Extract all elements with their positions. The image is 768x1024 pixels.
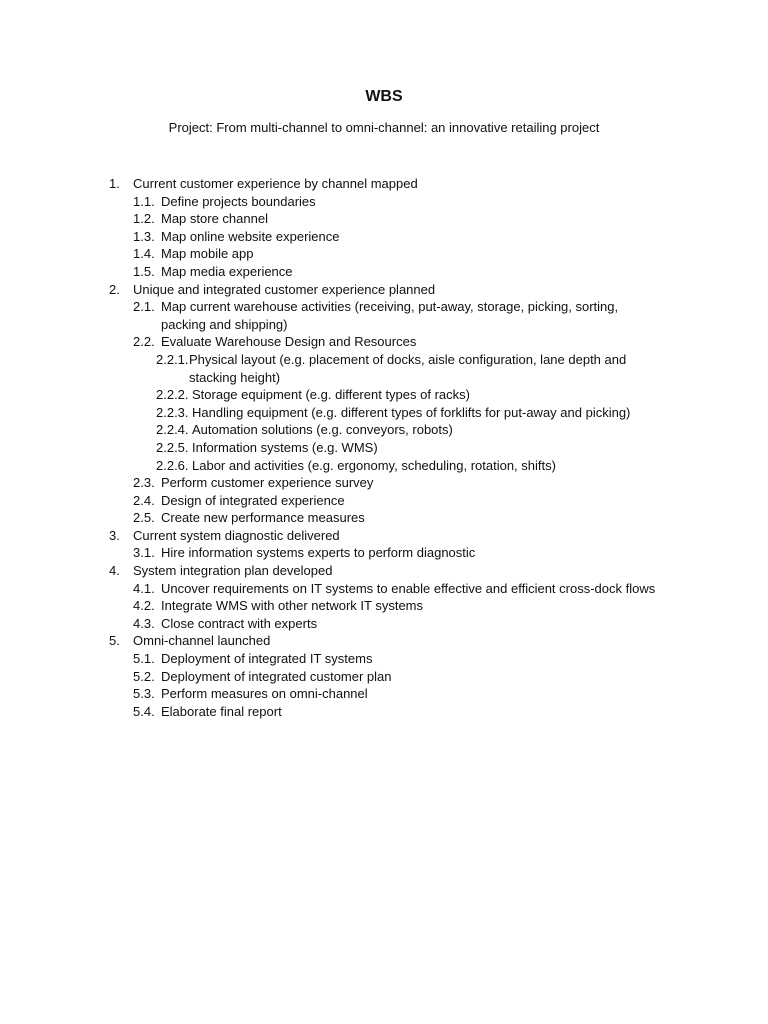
item-number: 1.4. bbox=[133, 246, 155, 262]
item-text: Define projects boundaries bbox=[161, 193, 316, 209]
wbs-item-3 bbox=[0, 527, 768, 545]
wbs-item-2-5 bbox=[0, 509, 768, 527]
item-number: 4.2. bbox=[133, 598, 155, 614]
item-text: Handling equipment (e.g. different types of forklifts for put-away and picking) bbox=[192, 404, 631, 420]
wbs-item-2-1 bbox=[0, 298, 768, 333]
wbs-item-1-2 bbox=[0, 210, 768, 228]
item-text: Perform measures on omni-channel bbox=[161, 686, 368, 702]
item-text: Unique and integrated customer experience planned bbox=[133, 281, 436, 297]
wbs-item-5-3 bbox=[0, 685, 768, 703]
document-title: WBS bbox=[365, 88, 403, 105]
item-text: Labor and activities (e.g. ergonomy, scheduling, rotation, shifts) bbox=[192, 457, 556, 473]
wbs-item-5-4 bbox=[0, 703, 768, 721]
item-number: 1. bbox=[109, 176, 120, 191]
item-text: Perform customer experience survey bbox=[161, 475, 374, 491]
wbs-item-2-2-4 bbox=[0, 421, 768, 439]
item-text: Current system diagnostic delivered bbox=[133, 527, 340, 543]
item-number: 2.1. bbox=[133, 299, 155, 315]
item-number: 5.3. bbox=[133, 686, 155, 702]
item-number: 1.2. bbox=[133, 211, 155, 227]
item-number: 2.2.6. bbox=[156, 457, 189, 473]
wbs-item-2-3 bbox=[0, 474, 768, 492]
wbs-item-4 bbox=[0, 562, 768, 580]
wbs-item-1-4 bbox=[0, 245, 768, 263]
item-number: 2.2.4. bbox=[156, 422, 189, 438]
item-number: 2.3. bbox=[133, 475, 155, 491]
wbs-item-5-1 bbox=[0, 650, 768, 668]
wbs-item-4-2 bbox=[0, 597, 768, 615]
wbs-item-2-2-1 bbox=[0, 351, 768, 386]
wbs-item-4-3 bbox=[0, 615, 768, 633]
item-text: Current customer experience by channel mapped bbox=[133, 176, 418, 191]
item-text: Evaluate Warehouse Design and Resources bbox=[161, 334, 417, 350]
item-text: Design of integrated experience bbox=[161, 492, 345, 508]
item-number: 2.4. bbox=[133, 492, 155, 508]
item-text: Map mobile app bbox=[161, 246, 254, 262]
item-text: Create new performance measures bbox=[161, 510, 365, 526]
item-number: 4. bbox=[109, 563, 120, 579]
wbs-item-5 bbox=[0, 632, 768, 650]
wbs-item-2-2-2 bbox=[0, 386, 768, 404]
item-text: Hire information systems experts to perform diagnostic bbox=[161, 545, 476, 561]
wbs-item-2-4 bbox=[0, 492, 768, 510]
wbs-item-2-2-5 bbox=[0, 439, 768, 457]
item-number: 5. bbox=[109, 633, 120, 649]
item-number: 2.5. bbox=[133, 510, 155, 526]
item-text: Map online website experience bbox=[161, 228, 340, 244]
item-number: 5.4. bbox=[133, 703, 155, 719]
item-text: Information systems (e.g. WMS) bbox=[192, 439, 378, 455]
item-number: 1.1. bbox=[133, 193, 155, 209]
wbs-item-1-5 bbox=[0, 263, 768, 281]
wbs-item-2 bbox=[0, 281, 768, 299]
item-text: Map media experience bbox=[161, 263, 293, 279]
item-text: Map current warehouse activities (receiving, put-away, storage, picking, sorting, packing and shipping) bbox=[161, 299, 619, 332]
item-number: 2.2.5. bbox=[156, 439, 189, 455]
item-number: 2.2. bbox=[133, 334, 155, 350]
item-text: Uncover requirements on IT systems to enable effective and efficient cross-dock flows bbox=[161, 580, 656, 596]
item-number: 3.1. bbox=[133, 545, 155, 561]
wbs-item-5-2 bbox=[0, 668, 768, 686]
wbs-item-2-2-6 bbox=[0, 457, 768, 475]
wbs-item-3-1 bbox=[0, 544, 768, 562]
item-number: 4.1. bbox=[133, 580, 155, 596]
wbs-item-1 bbox=[0, 175, 768, 193]
item-text: Omni-channel launched bbox=[133, 633, 271, 649]
item-text: Integrate WMS with other network IT systems bbox=[161, 598, 424, 614]
item-number: 3. bbox=[109, 527, 120, 543]
item-number: 2. bbox=[109, 281, 120, 297]
item-number: 1.3. bbox=[133, 228, 155, 244]
item-text: Automation solutions (e.g. conveyors, robots) bbox=[192, 422, 453, 438]
item-text: Storage equipment (e.g. different types of racks) bbox=[192, 387, 470, 403]
item-number: 2.2.2. bbox=[156, 387, 189, 403]
item-text: Map store channel bbox=[161, 211, 268, 227]
item-text: Physical layout (e.g. placement of docks, aisle configuration, lane depth and stacking height) bbox=[189, 351, 627, 385]
item-number: 1.5. bbox=[133, 263, 155, 279]
item-number: 5.2. bbox=[133, 668, 155, 684]
item-text: Deployment of integrated customer plan bbox=[161, 668, 392, 684]
document-subtitle: Project: From multi-channel to omni-channel: an innovative retailing project bbox=[168, 120, 600, 135]
item-text: Elaborate final report bbox=[161, 703, 282, 719]
item-text: System integration plan developed bbox=[133, 563, 333, 579]
item-number: 2.2.3. bbox=[156, 404, 189, 420]
item-number: 5.1. bbox=[133, 651, 155, 667]
item-text: Close contract with experts bbox=[161, 615, 318, 631]
item-text: Deployment of integrated IT systems bbox=[161, 651, 373, 667]
wbs-item-1-3 bbox=[0, 228, 768, 246]
item-number: 2.2.1. bbox=[156, 351, 189, 367]
wbs-item-4-1 bbox=[0, 580, 768, 598]
wbs-item-1-1 bbox=[0, 193, 768, 211]
item-number: 4.3. bbox=[133, 615, 155, 631]
wbs-item-2-2-3 bbox=[0, 404, 768, 422]
wbs-item-2-2 bbox=[0, 333, 768, 351]
wbs-list bbox=[0, 175, 768, 720]
